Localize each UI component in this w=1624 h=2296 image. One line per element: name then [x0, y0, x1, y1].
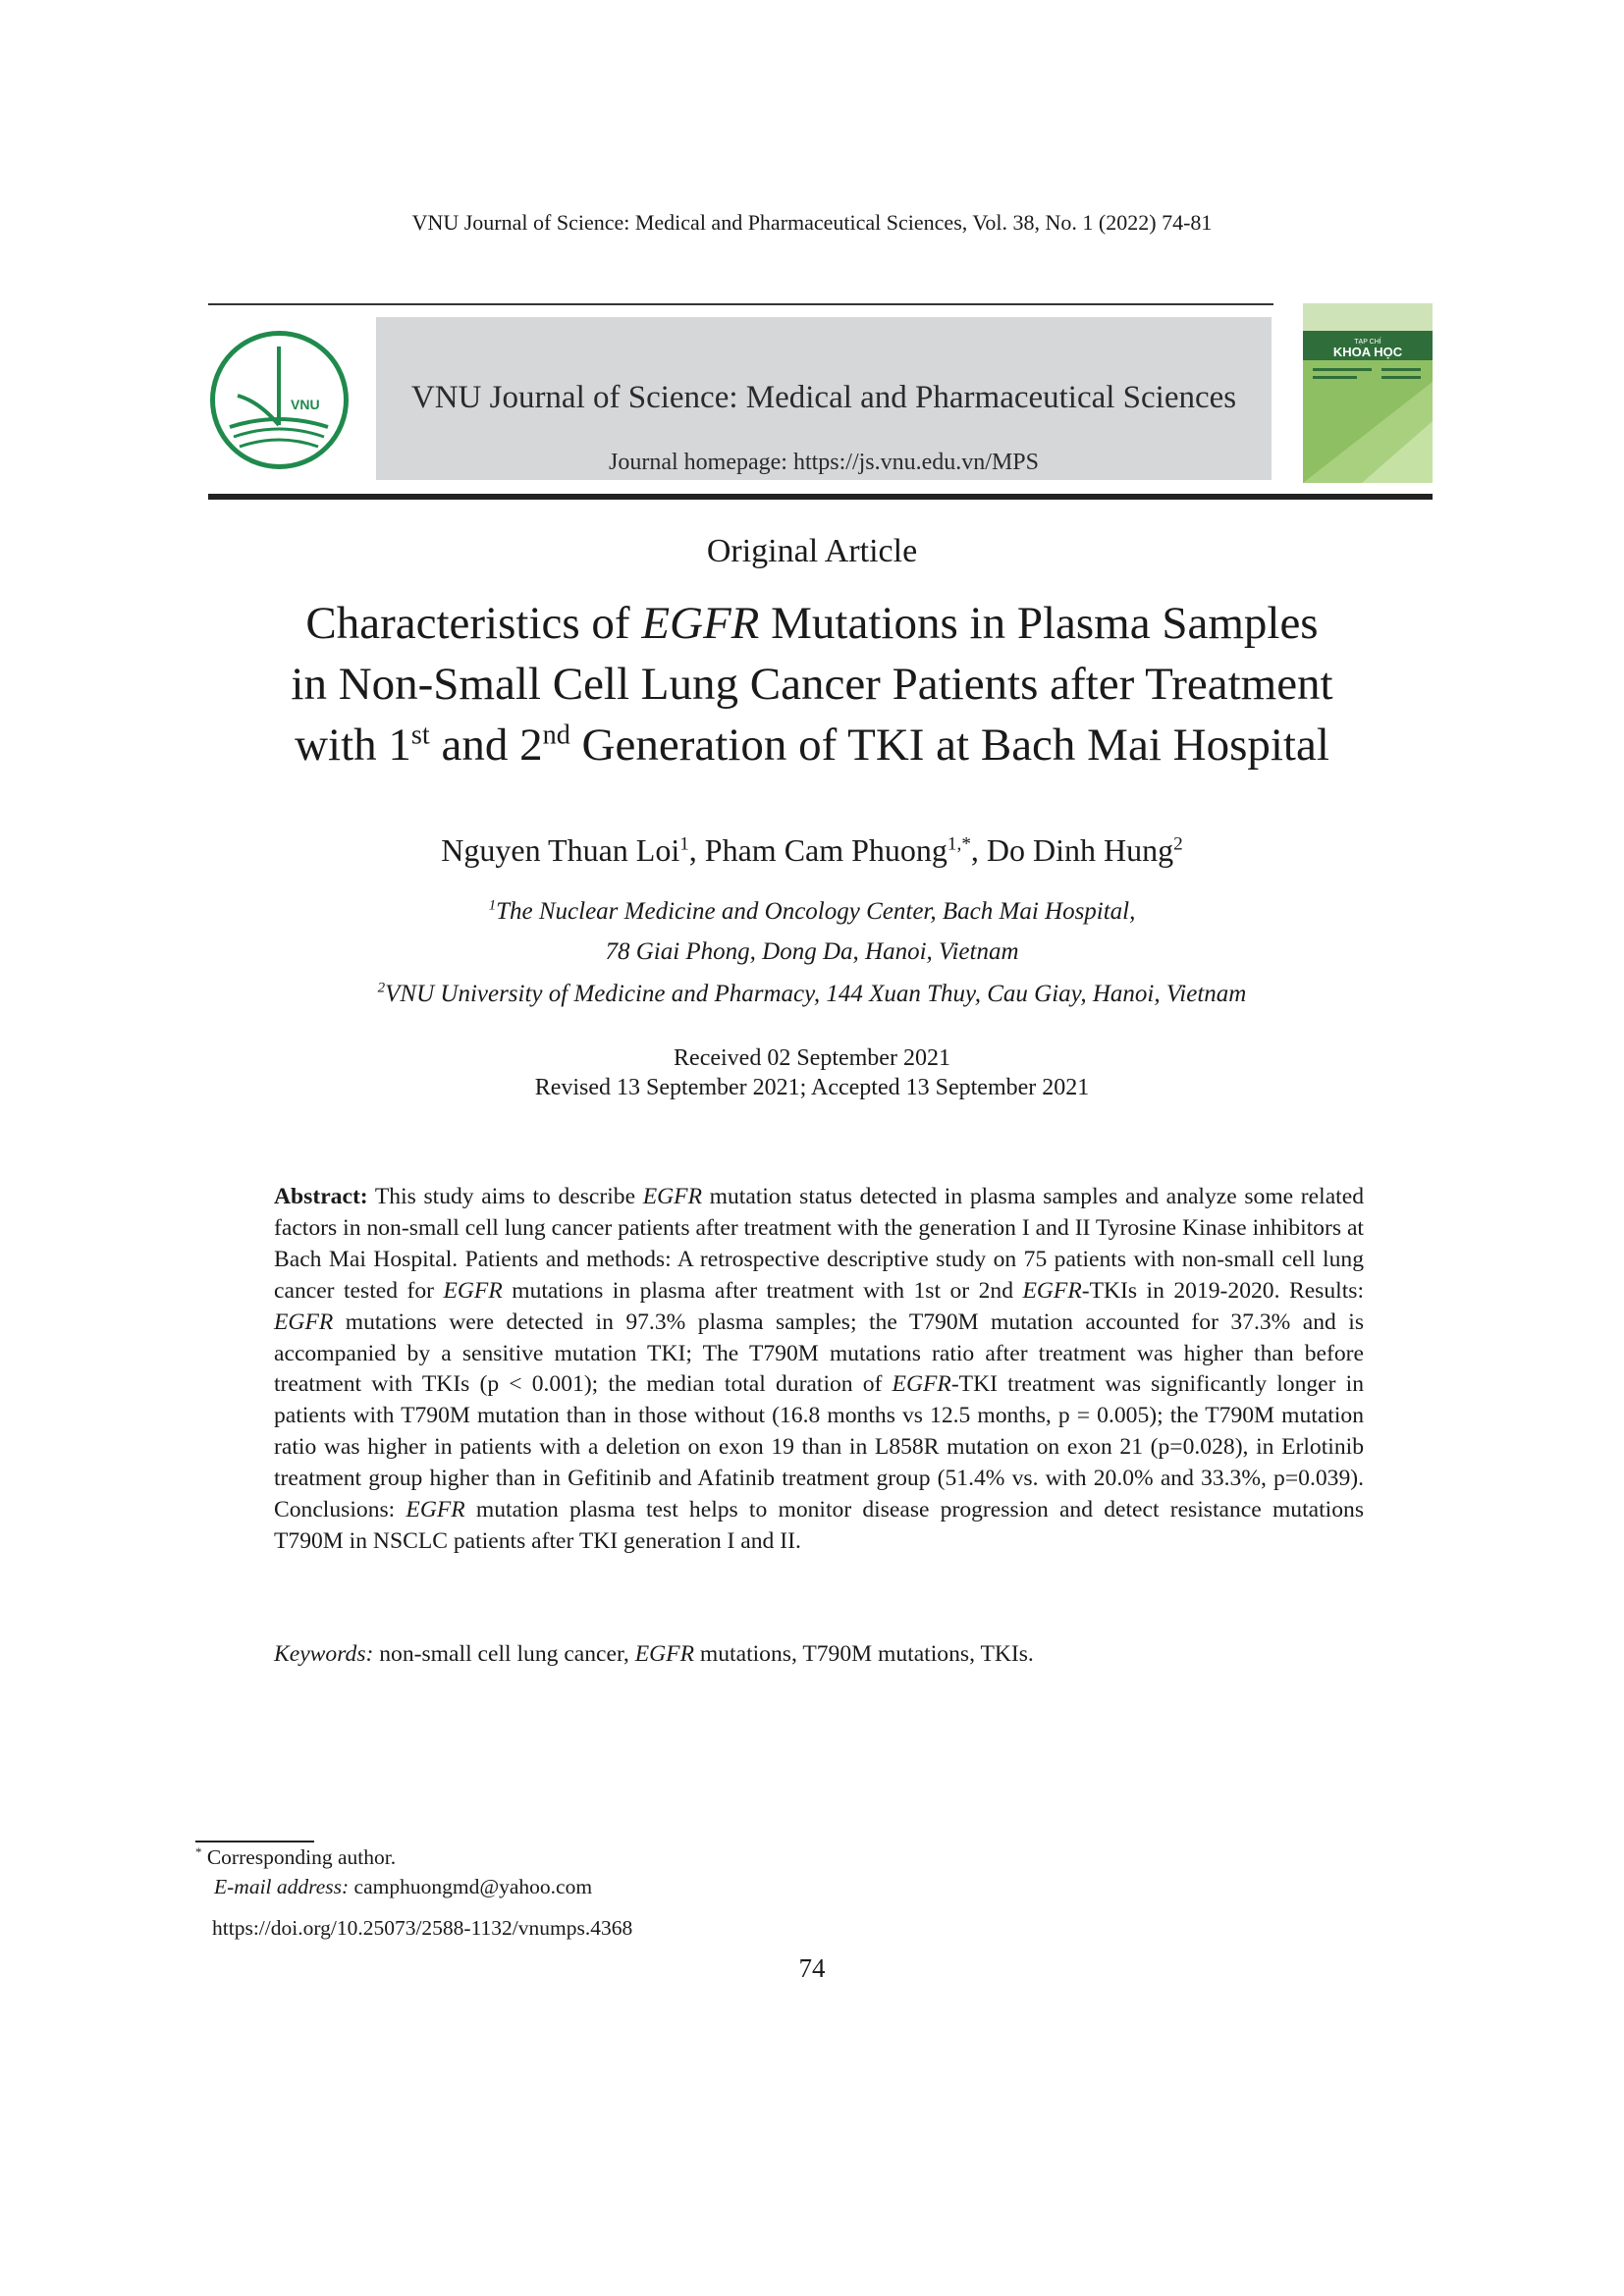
received-date: Received 02 September 2021 [674, 1045, 950, 1071]
journal-cover-image [1303, 303, 1433, 483]
keywords: Keywords: non-small cell lung cancer, EGFR mutations, T790M mutations, TKIs. [274, 1641, 1034, 1667]
article-title-line-2: in Non-Small Cell Lung Cancer Patients after Treatment [291, 659, 1333, 710]
banner-homepage[interactable]: Journal homepage: https://js.vnu.edu.vn/MPS [609, 450, 1039, 475]
banner-title: VNU Journal of Science: Medical and Pharmaceutical Sciences [410, 380, 1237, 415]
affiliation-1-address: 78 Giai Phong, Dong Da, Hanoi, Vietnam [605, 938, 1019, 965]
revised-accepted-date: Revised 13 September 2021; Accepted 13 September 2021 [534, 1075, 1090, 1100]
journal-banner [376, 317, 1272, 480]
email-address[interactable]: camphuongmd@yahoo.com [349, 1875, 593, 1898]
corresponding-author-note: * Corresponding author. [195, 1844, 397, 1869]
affiliation-2: $^2$VNU University of Medicine and Pharmacy, 144 Xuan Thuy, Cau Giay, Hanoi, Vietnam [377, 980, 1247, 1007]
header-divider [208, 303, 1273, 305]
running-header: VNU Journal of Science: Medical and Pharmaceutical Sciences, Vol. 38, No. 1 (2022) 74-81 [411, 210, 1213, 235]
logo-text: VNU [291, 397, 320, 412]
affiliation-1: $^1$The Nuclear Medicine and Oncology Center, Bach Mai Hospital, [488, 897, 1136, 925]
author-list: Nguyen Thuan Loi$^1$, Pham Cam Phuong$^{1,*}$, Do Dinh Hung$^2$ [441, 832, 1183, 868]
cover-label-small: TẠP CHÍ [1354, 339, 1381, 346]
header-thick-rule [208, 494, 1433, 500]
doi-link[interactable]: https://doi.org/10.25073/2588-1132/vnumps.4368 [212, 1916, 633, 1940]
vnu-logo [208, 329, 351, 471]
article-title-line-1: Characteristics of EGFR Mutations in Plasma Samples [305, 598, 1319, 649]
article-type: Original Article [706, 533, 918, 569]
email-note: E-mail address: camphuongmd@yahoo.com [214, 1875, 593, 1898]
abstract: Abstract: This study aims to describe EGFR mutation status detected in plasma samples and analyze some related factors in non-small cell lung cancer patients after treatment with the generation I and II Tyrosine Kinase inhibitors at Bach Mai Hospital. Patients and methods: A retrospective descriptive study on 75 patients with non-small cell lung cancer tested for EGFR mutations in plasma after treatment with 1st or 2nd EGFR-TKIs in 2019-2020. Results: EGFR mutations were detected in 97.3% plasma samples; the T790M mutation accounted for 37.3% and is accompanied by a sensitive mutation TKI; The T790M mutations ratio after treatment was higher than before treatment with TKIs (p < 0.001); the median total duration of EGFR-TKI treatment was significantly longer in patients with T790M mutation than in those without (16.8 months vs 12.5 months, p = 0.005); the T790M mutation ratio was higher in patients with a deletion on exon 19 than in L858R mutation on exon 21 (p=0.028), in Erlotinib treatment group higher than in Gefitinib and Afatinib treatment group (51.4% vs. with 20.0% and 33.3%, p=0.039). Conclusions: EGFR mutation plasma test helps to monitor disease progression and detect resistance mutations T790M in NSCLC patients after TKI generation I and II. [274, 1184, 1365, 1554]
page-number: 74 [798, 1953, 826, 1983]
footnote-rule [195, 1841, 314, 1842]
article-title-line-3: with 1st and 2nd Generation of TKI at Bach Mai Hospital [295, 720, 1329, 771]
cover-label: KHOA HỌC [1332, 345, 1403, 359]
